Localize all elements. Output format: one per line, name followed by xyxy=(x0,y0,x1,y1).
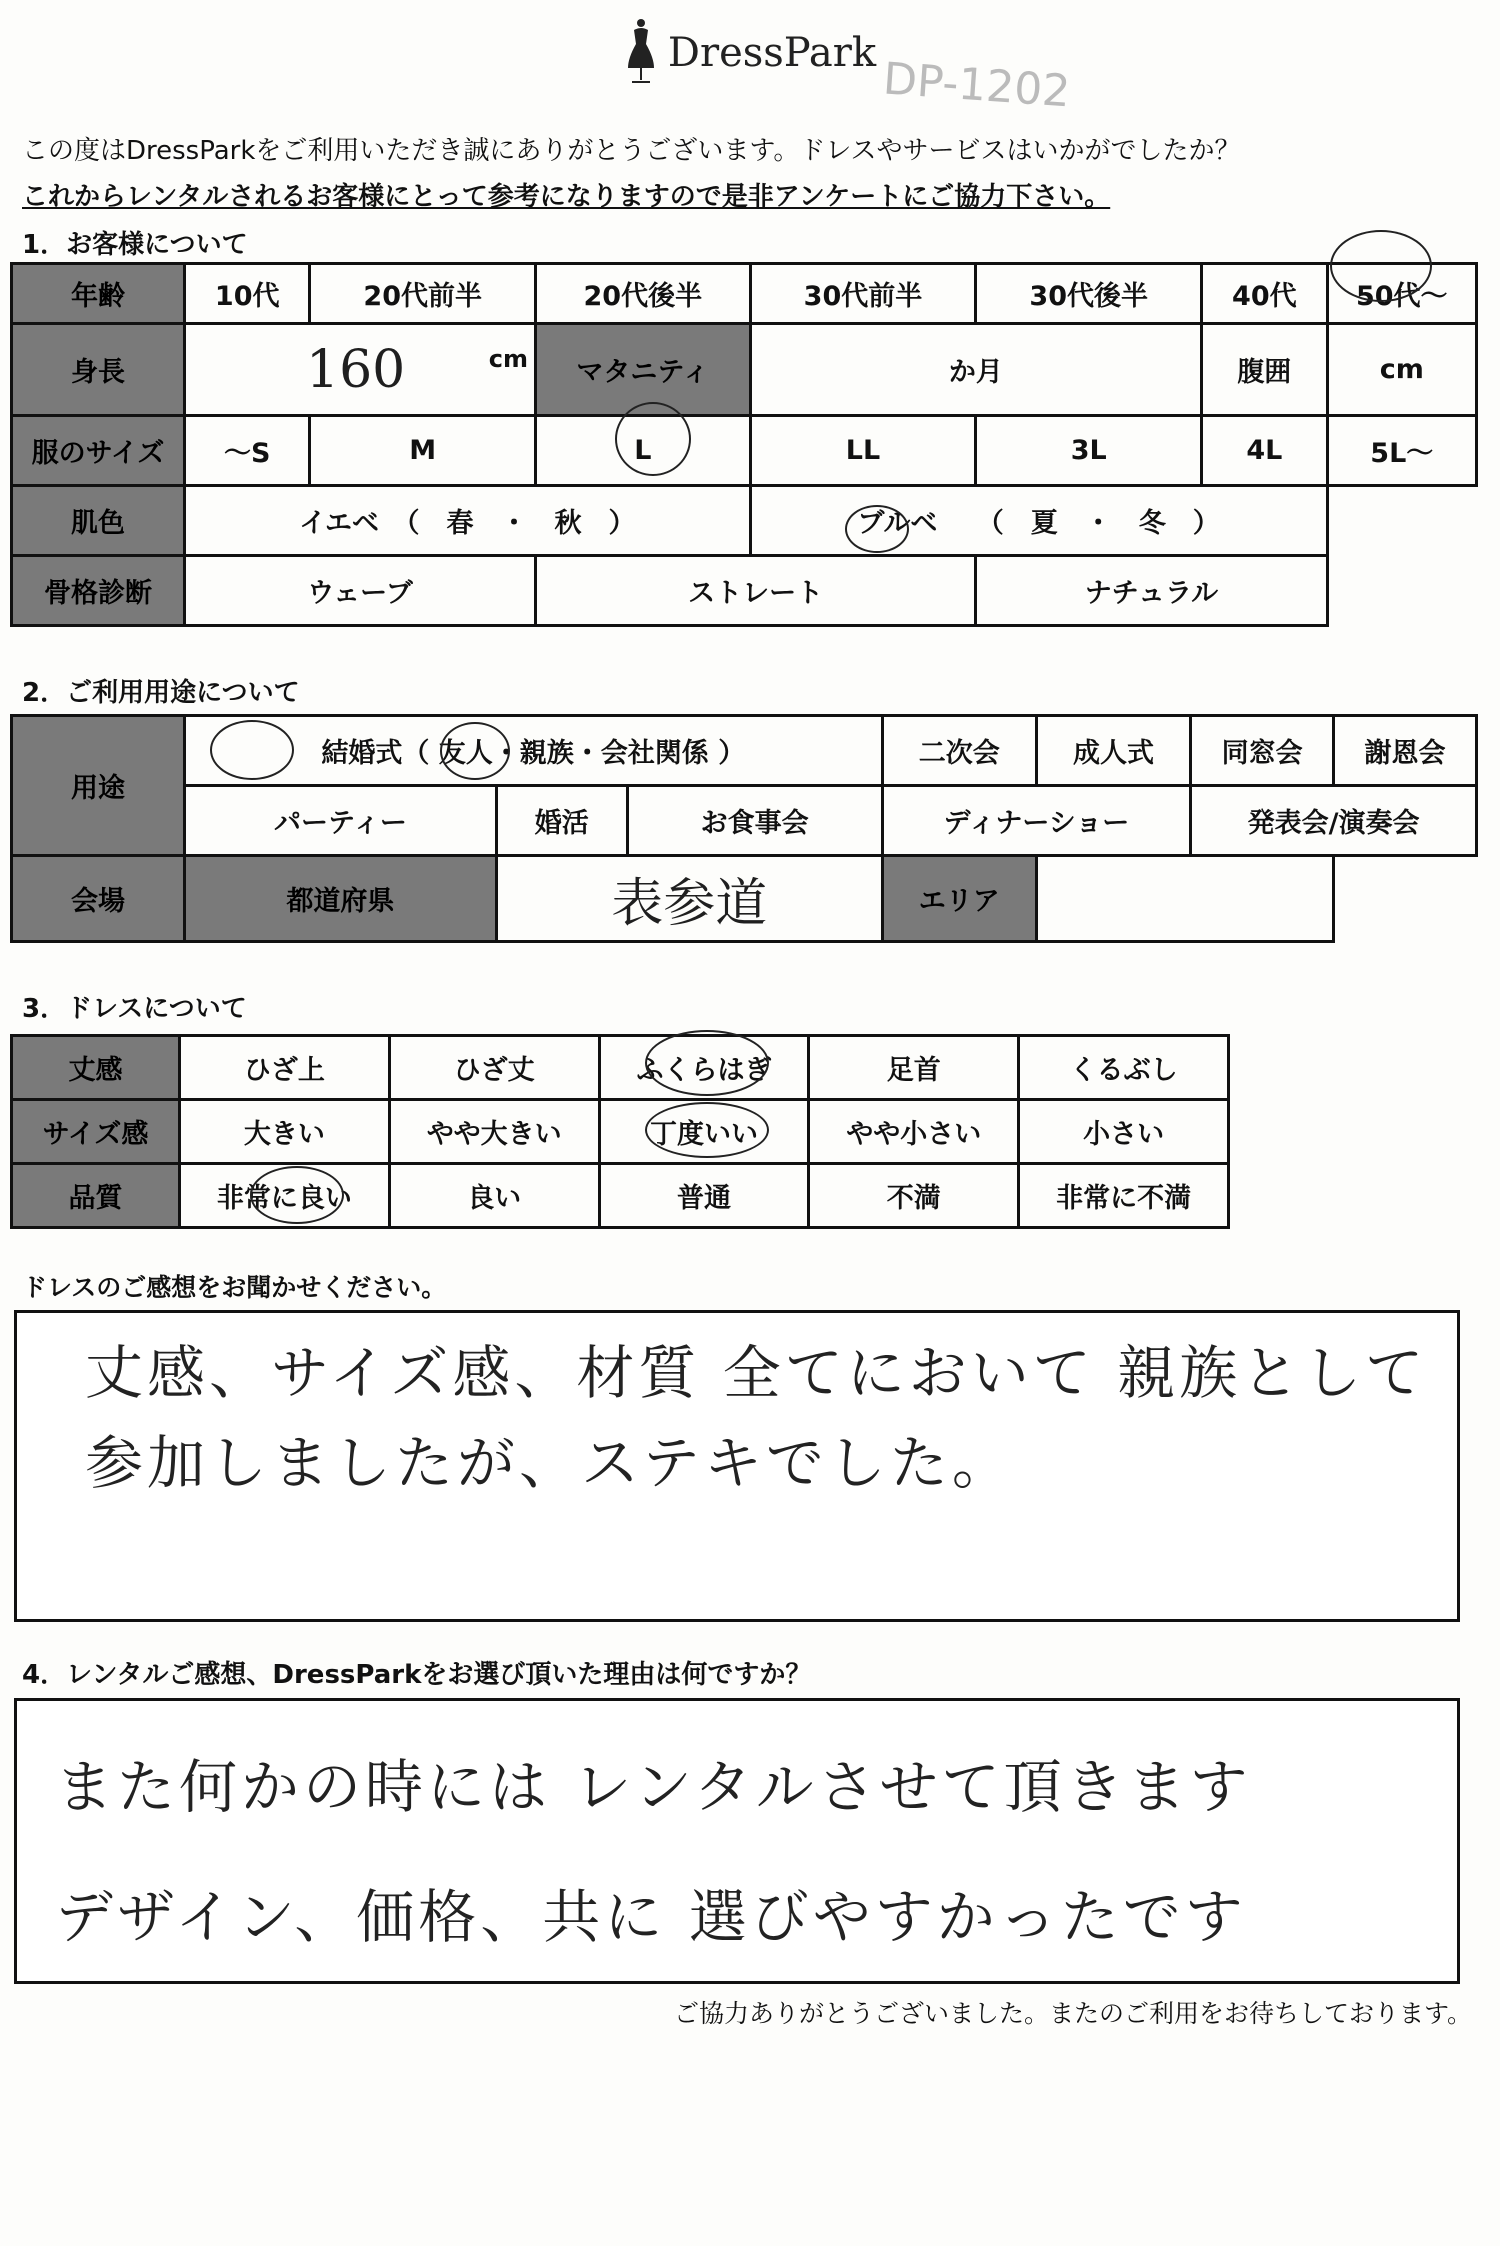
prefecture-label: 都道府県 xyxy=(185,856,497,942)
comment-line: また何かの時には レンタルさせて頂きます xyxy=(55,1753,1252,1821)
comment-line: デザイン、価格、共に 選びやすかったです xyxy=(55,1883,1247,1951)
area-value[interactable] xyxy=(1036,856,1333,942)
age-option[interactable]: 20代後半 xyxy=(536,264,751,324)
length-option[interactable]: くるぶし xyxy=(1019,1036,1229,1100)
length-option[interactable]: ひざ上 xyxy=(180,1036,390,1100)
size-option[interactable]: 4L xyxy=(1202,416,1327,486)
quality-option[interactable]: 非常に不満 xyxy=(1019,1164,1229,1228)
age-option[interactable]: 50代～ xyxy=(1327,264,1476,324)
fit-option[interactable]: 小さい xyxy=(1019,1100,1229,1164)
selection-circle xyxy=(615,402,691,476)
brand-logo xyxy=(0,18,1500,94)
selection-circle xyxy=(210,720,294,780)
length-option[interactable]: 足首 xyxy=(809,1036,1019,1100)
frame-label: 骨格診断 xyxy=(12,556,185,626)
dress-comment-text xyxy=(85,1328,1427,1508)
fit-option[interactable]: やや小さい xyxy=(809,1100,1019,1164)
usage-option[interactable]: 発表会/演奏会 xyxy=(1191,786,1477,856)
usage-option[interactable]: 謝恩会 xyxy=(1334,716,1477,786)
section3-title: 3．ドレスについて xyxy=(22,994,247,1024)
skin-blue-label: ブルベ xyxy=(857,508,938,539)
maternity-months[interactable]: か月 xyxy=(750,324,1202,416)
empty-cell xyxy=(1327,556,1476,626)
length-label: 丈感 xyxy=(12,1036,180,1100)
comment-line: 丈感、サイズ感、材質 全てにおいて 親族として xyxy=(85,1339,1428,1407)
dress-table xyxy=(10,1034,1230,1229)
waist-unit[interactable]: cm xyxy=(1327,324,1476,416)
customer-table xyxy=(10,262,1478,627)
quality-option[interactable]: 良い xyxy=(389,1164,599,1228)
usage-option[interactable]: 同窓会 xyxy=(1191,716,1334,786)
usage-option[interactable]: 二次会 xyxy=(882,716,1036,786)
usage-option[interactable]: ディナーショー xyxy=(882,786,1191,856)
selection-circle xyxy=(845,505,909,553)
selection-circle xyxy=(1330,230,1432,302)
section1-title: 1．お客様について xyxy=(22,230,248,260)
frame-option[interactable]: ナチュラル xyxy=(976,556,1327,626)
intro-line-1: この度はDressParkをご利用いただき誠にありがとうございます。ドレスやサービスはいかがでしたか？ xyxy=(22,136,1241,166)
area-label: エリア xyxy=(882,856,1036,942)
age-option[interactable]: 30代前半 xyxy=(750,264,976,324)
prefecture-value[interactable]: 表参道 xyxy=(496,856,882,942)
selection-circle xyxy=(645,1030,769,1096)
skin-blue-seasons: （ 夏 ・ 冬 ） xyxy=(976,508,1220,539)
empty-cell xyxy=(1327,486,1476,556)
usage-option[interactable]: お食事会 xyxy=(627,786,882,856)
empty-cell xyxy=(1334,856,1477,942)
age-option[interactable]: 40代 xyxy=(1202,264,1327,324)
quality-option[interactable]: 普通 xyxy=(599,1164,809,1228)
usage-option[interactable]: 成人式 xyxy=(1036,716,1190,786)
intro-line-2: これからレンタルされるお客様にとって参考になりますので是非アンケートにご協力下さい。 xyxy=(22,182,1111,212)
length-option[interactable]: ふくらはぎ xyxy=(599,1036,809,1100)
height-unit: cm xyxy=(488,345,529,373)
age-option[interactable]: 30代後半 xyxy=(976,264,1202,324)
fit-option[interactable]: 大きい xyxy=(180,1100,390,1164)
id-stamp: DP-1202 xyxy=(881,53,1072,118)
footer-thanks: ご協力ありがとうございました。またのご利用をお待ちしております。 xyxy=(673,1999,1472,2028)
height-label: 身長 xyxy=(12,324,185,416)
fit-option[interactable]: 丁度いい xyxy=(599,1100,809,1164)
frame-option[interactable]: ウェーブ xyxy=(185,556,536,626)
height-value: 160 xyxy=(306,339,406,400)
usage-label: 用途 xyxy=(12,716,185,856)
fit-option[interactable]: やや大きい xyxy=(389,1100,599,1164)
size-option[interactable]: M xyxy=(310,416,536,486)
waist-label: 腹囲 xyxy=(1202,324,1327,416)
length-option[interactable]: ひざ丈 xyxy=(389,1036,599,1100)
size-option[interactable]: L xyxy=(536,416,751,486)
usage-option[interactable]: 婚活 xyxy=(496,786,627,856)
selection-circle xyxy=(645,1102,769,1158)
comment-line: 参加しましたが、ステキでした。 xyxy=(85,1429,1014,1497)
selection-circle xyxy=(440,722,510,780)
brand-name: DressPark xyxy=(667,30,877,76)
section2-title: 2．ご利用用途について xyxy=(22,678,300,708)
skin-yellow-option[interactable]: イエベ （ 春 ・ 秋 ） xyxy=(185,486,751,556)
section4-title: 4．レンタルご感想、DressParkをお選び頂いた理由は何ですか？ xyxy=(22,1660,812,1690)
skin-blue-option[interactable] xyxy=(750,486,1327,556)
maternity-label: マタニティ xyxy=(536,324,751,416)
quality-option[interactable]: 非常に良い xyxy=(180,1164,390,1228)
size-option[interactable]: 5L～ xyxy=(1327,416,1476,486)
frame-option[interactable]: ストレート xyxy=(536,556,976,626)
usage-option[interactable]: パーティー xyxy=(185,786,497,856)
size-option[interactable]: LL xyxy=(750,416,976,486)
age-option[interactable]: 20代前半 xyxy=(310,264,536,324)
size-option[interactable]: ～S xyxy=(185,416,310,486)
usage-wedding[interactable]: 結婚式（ 友人・親族・会社関係 ） xyxy=(185,716,883,786)
size-label: 服のサイズ xyxy=(12,416,185,486)
quality-option[interactable]: 不満 xyxy=(809,1164,1019,1228)
dress-comment-prompt: ドレスのご感想をお聞かせください。 xyxy=(22,1273,447,1302)
size-option[interactable]: 3L xyxy=(976,416,1202,486)
height-field[interactable] xyxy=(185,324,536,416)
venue-label: 会場 xyxy=(12,856,185,942)
quality-label: 品質 xyxy=(12,1164,180,1228)
fit-label: サイズ感 xyxy=(12,1100,180,1164)
rental-comment-text xyxy=(55,1722,1252,1982)
age-label: 年齢 xyxy=(12,264,185,324)
age-option[interactable]: 10代 xyxy=(185,264,310,324)
selection-circle xyxy=(250,1166,344,1224)
dress-form-icon xyxy=(624,18,658,94)
skin-label: 肌色 xyxy=(12,486,185,556)
